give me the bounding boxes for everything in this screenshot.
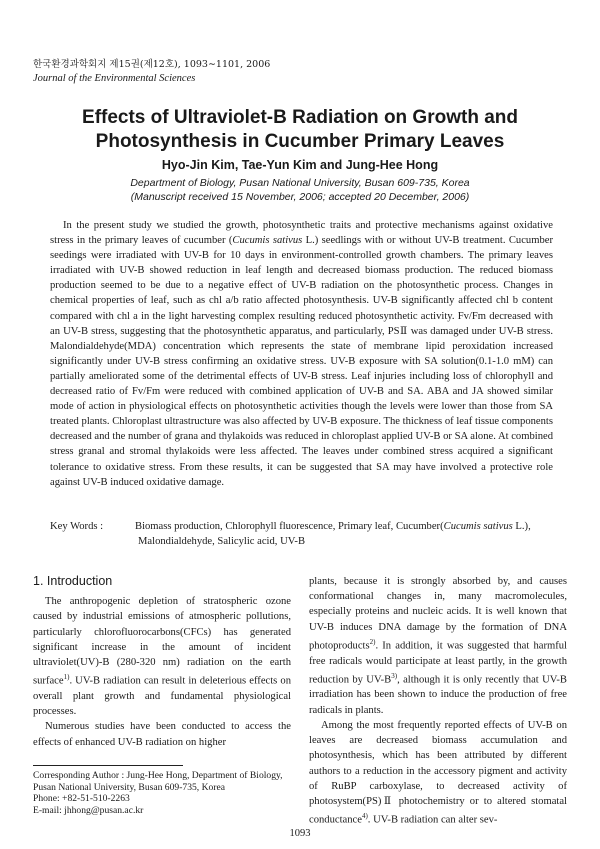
citation-3: 3) — [391, 671, 398, 680]
citation-1: 1) — [63, 673, 70, 682]
keywords-label: Key Words : — [50, 521, 104, 532]
journal-header — [33, 58, 270, 86]
footnote-phone: Phone: +82-51-510-2263 — [33, 793, 130, 804]
keywords-line-2: Malondialdehyde, Salicylic acid, UV-B — [138, 536, 306, 547]
intro-r1-text-c: , although it is only recently that UV-B irradiation has been shown to induce the production of free radicals in plants. — [309, 674, 567, 716]
title-line-2: Photosynthesis in Cucumber Primary Leaves — [95, 131, 505, 152]
keywords — [50, 519, 553, 549]
right-column — [309, 574, 567, 828]
footnote-author: Corresponding Author : Jung-Hee Hong, Department of Biology, Pusan National University, Busan 609-735, Korea — [33, 770, 283, 793]
affiliation-block — [40, 176, 560, 204]
abstract-text-2: L.) seedlings with or without UV-B treatment. Cucumber seedings were irradiated with UV-B for 10 days in environment-controlled growth chambers. The primary leaves irradiated with UV-B showed reduction in leaf length and decreased biomass production. The reduced biomass production seemed to be due to a negative effect of UV-B radiation on the photosynthetic process. Changes in chemical properties of leaf, such as chl a/b ratio affected photosynthesis. UV-B significantly affected chl b content compared with chl a in the light harvesting complex resulting reduced photosynthetic activity. Fv/Fm decreased with an UV-B stress, suggesting that the photosynthetic apparatus, and particularly, PSⅡ was damaged under UV-B stress. Malondialdehyde(MDA) concentration which represents the state of membrane lipid peroxidation increased significantly under UV-B stress confirming an oxidative stress. UV-B exposure with SA solution(0.1-1.0 mM) can partially ameliorated some of the detrimental effects of UV-B stress. Leaf injuries including loss of chlorophyll and decreased ratio of Fv/Fm were reduced with combined application of UV-B and SA. ABA and JA showed similar mode of action in physiological effects on photosynthetic activities though the levels were lower than those from SA treated plants. Chloroplast ultrastructure was also affected by UV-B exposure. The thickness of leaf tissue components decreased and the number of grana and thylakoids was reduced in chloroplast applied UV-B or SA alone. At combined stress granal and stromal thylakoids were less affected. The leaves under combined stress acquired a significant tolerance to oxidative stress. From these results, it can be suggested that SA may have involved a protective role against UV-B induced oxidative damage. — [50, 235, 553, 488]
journal-name: Journal of the Environmental Sciences — [33, 73, 196, 84]
intro-p1-text-b: . UV-B radiation can result in deleterious effects on overall plant growth and fundamental physiological processes. — [33, 675, 291, 718]
keywords-line-1a: Biomass production, Chlorophyll fluorescence, Primary leaf, Cucumber( — [135, 521, 444, 532]
manuscript-note: (Manuscript received 15 November, 2006; accepted 20 December, 2006) — [130, 191, 470, 203]
abstract-species: Cucumis sativus — [232, 235, 303, 247]
intro-r1-text-a: plants, because it is strongly absorbed by, and causes conformational changes in, many macromolecules, especially proteins and nucleic acids. It is well known that UV-B induces DNA damage by the formation of DNA photoproducts — [309, 576, 567, 652]
intro-paragraph-2-cont — [309, 574, 567, 718]
affiliation: Department of Biology, Pusan National University, Busan 609-735, Korea — [130, 177, 470, 189]
corresponding-author-footnote — [33, 770, 293, 816]
footnote-divider — [33, 765, 183, 766]
journal-citation: 한국환경과학회지 제15권(제12호), 1093∼1101, 2006 — [33, 59, 271, 70]
intro-paragraph-1 — [33, 594, 291, 719]
intro-paragraph-3 — [309, 718, 567, 828]
footnote-email: E-mail: jhhong@pusan.ac.kr — [33, 804, 144, 816]
title-line-1: Effects of Ultraviolet-B Radiation on Growth and — [82, 107, 518, 128]
intro-p1-text: The anthropogenic depletion of stratospheric ozone caused by industrial emissions of atmospheric pollutions, particularly chlorofluorocarbons(CFCs) has generated significant increase in the amount of incident ultraviolet(UV)-B (280-320 nm) radiation on the earth surface — [33, 596, 291, 687]
page-number: 1093 — [289, 828, 311, 839]
section-heading-introduction: 1. Introduction — [33, 574, 113, 588]
intro-r2-text-a: Among the most frequently reported effects of UV-B on leaves are decreased biomass accumulation and photosynthesis, which has been attributed by different authors to a reduction in the accessory pigment and activity of RuBP carboxylase, to decreased activity of photosystem(PS)Ⅱ photochemistry or to altered stomatal conductance — [309, 719, 567, 826]
intro-r1-text-b: . In addition, it was suggested that harmful free radicals would participate at least partly, in the growth reduction by UV-B — [309, 640, 567, 686]
authors: Hyo-Jin Kim, Tae-Yun Kim and Jung-Hee Hong — [161, 158, 439, 172]
citation-4: 4) — [361, 812, 368, 821]
keywords-line-1b: L.), — [512, 521, 531, 532]
abstract — [50, 218, 553, 490]
paper-title — [40, 106, 560, 154]
citation-2: 2) — [369, 637, 376, 646]
intro-r2-text-b: . UV-B radiation can alter sev- — [367, 814, 498, 826]
keywords-species: Cucumis sativus — [443, 521, 513, 532]
intro-paragraph-2: Numerous studies have been conducted to access the effects of enhanced UV-B radiation on higher — [33, 721, 291, 748]
left-column — [33, 574, 291, 750]
abstract-text-1: In the present study we studied the growth, photosynthetic traits and protective mechanisms against oxidative stress in the primary leaves of cucumber ( — [50, 220, 553, 247]
